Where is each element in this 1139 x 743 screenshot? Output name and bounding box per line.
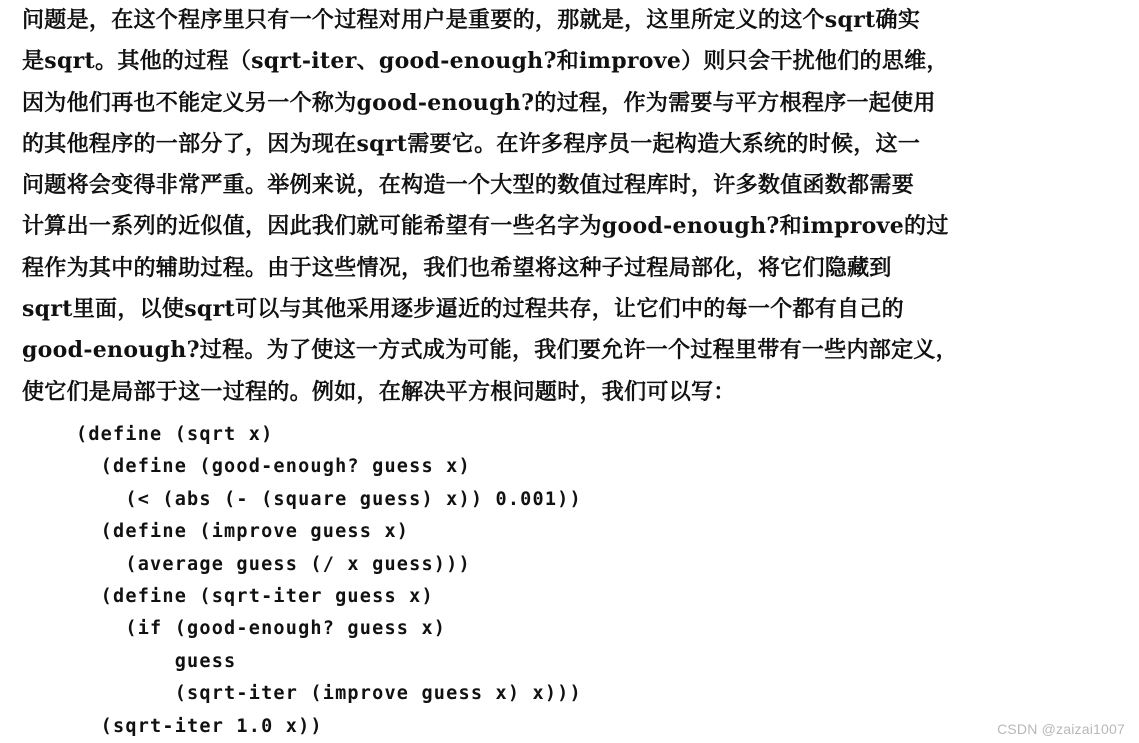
paragraph-line: 因为他们再也不能定义另一个称为good-enough?的过程，作为需要与平方根程序一起使用 bbox=[22, 89, 936, 116]
code-block bbox=[76, 419, 582, 743]
code-line: (sqrt-iter (improve guess x) x))) bbox=[76, 683, 582, 705]
code-line: (define (good-enough? guess x) bbox=[76, 456, 471, 478]
paragraph-line: 计算出一系列的近似值，因此我们就可能希望有一些名字为good-enough?和improve的过 bbox=[22, 213, 949, 240]
paragraph-line: sqrt里面，以使sqrt可以与其他采用逐步逼近的过程共存，让它们中的每一个都有自己的 bbox=[22, 296, 904, 323]
code-line: (< (abs (- (square guess) x)) 0.001)) bbox=[76, 488, 582, 510]
code-line: (sqrt-iter 1.0 x)) bbox=[76, 715, 323, 737]
code-line: (define (sqrt-iter guess x) bbox=[76, 585, 434, 607]
paragraph-line: 问题将会变得非常严重。举例来说，在构造一个大型的数值过程库时，许多数值函数都需要 bbox=[22, 172, 915, 199]
code-line: guess bbox=[76, 650, 237, 672]
code-line: (if (good-enough? guess x) bbox=[76, 618, 447, 640]
paragraph-line: 程作为其中的辅助过程。由于这些情况，我们也希望将这种子过程局部化，将它们隐藏到 bbox=[22, 254, 892, 281]
watermark: CSDN @zaizai1007 bbox=[997, 721, 1125, 737]
paragraph-line: 的其他程序的一部分了，因为现在sqrt需要它。在许多程序员一起构造大系统的时候，这一 bbox=[22, 130, 921, 157]
body-paragraph bbox=[22, 0, 1117, 413]
paragraph-line: 使它们是局部于这一过程的。例如，在解决平方根问题时，我们可以写： bbox=[22, 378, 736, 405]
paragraph-line: good-enough?过程。为了使这一方式成为可能，我们要允许一个过程里带有一些内部定义， bbox=[22, 337, 958, 364]
code-line: (define (improve guess x) bbox=[76, 521, 410, 543]
code-line: (define (sqrt x) bbox=[76, 424, 274, 445]
paragraph-line: 问题是，在这个程序里只有一个过程对用户是重要的，那就是，这里所定义的这个sqrt确实 bbox=[22, 7, 921, 33]
paragraph-line: 是sqrt。其他的过程（sqrt-iter、good-enough?和improve）则只会干扰他们的思维， bbox=[22, 48, 949, 75]
code-line: (average guess (/ x guess))) bbox=[76, 553, 471, 575]
